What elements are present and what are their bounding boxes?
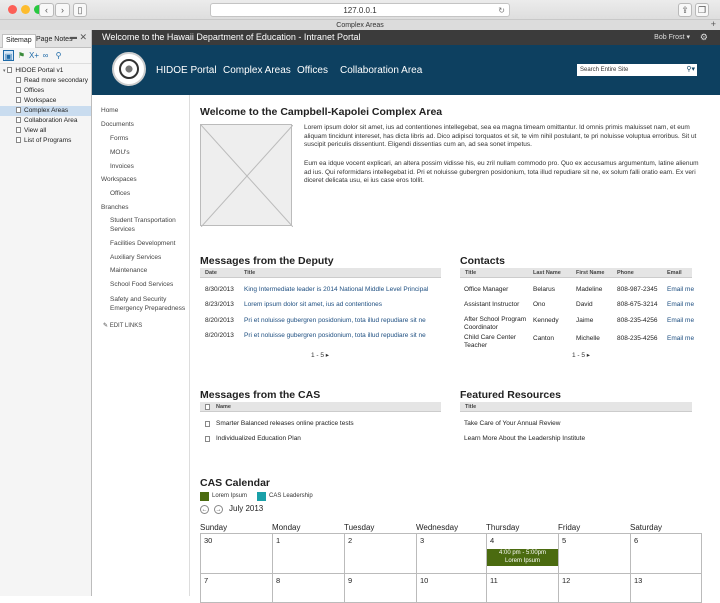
contact-last-name: Kennedy — [533, 317, 559, 324]
leftnav-forms[interactable]: Forms — [110, 135, 129, 142]
email-me-link[interactable]: Email me — [667, 301, 695, 308]
calendar-day[interactable]: 8 — [272, 573, 345, 603]
calendar-day[interactable]: 5 — [558, 533, 631, 574]
legend-label: Lorem Ipsum — [212, 493, 248, 499]
tree-item-root[interactable]: ▾ HIDOE Portal v1 — [3, 67, 64, 74]
day-header: Monday — [272, 523, 301, 532]
legend-swatch-lorem-ipsum — [200, 492, 209, 501]
day-header: Tuesday — [344, 523, 375, 532]
contacts-title: Contacts — [460, 255, 505, 267]
contact-last-name: Ono — [533, 301, 546, 308]
new-tab-icon[interactable]: + — [710, 19, 716, 29]
contact-first-name: David — [576, 301, 593, 308]
deputy-message-link[interactable]: Pri et noluisse gubergren posidonium, tota illud repudiare sit ne — [244, 317, 426, 324]
link-icon[interactable]: ∞ — [42, 51, 49, 60]
contact-first-name: Jaime — [576, 317, 594, 324]
tab-sitemap[interactable]: Sitemap — [2, 34, 36, 48]
url-bar[interactable]: 127.0.0.1 ↻ — [210, 3, 510, 17]
prev-month-icon[interactable]: ← — [201, 507, 208, 513]
resource-link[interactable]: Learn More About the Leadership Institute — [464, 435, 586, 442]
portal-topbar — [92, 30, 720, 45]
col-email[interactable]: Email — [667, 270, 682, 276]
leftnav-auxiliary-services[interactable]: Auxiliary Services — [110, 254, 162, 261]
legend-label: CAS Leadership — [269, 493, 313, 499]
col-phone[interactable]: Phone — [617, 270, 634, 276]
leftnav-maintenance[interactable]: Maintenance — [110, 267, 148, 274]
contact-last-name: Belarus — [533, 286, 556, 293]
user-menu[interactable]: Bob Frost ▾ — [654, 34, 690, 41]
close-panel-icon[interactable]: ✕ — [79, 32, 87, 42]
page-icon — [16, 77, 21, 83]
calendar-title: CAS Calendar — [200, 477, 271, 489]
col-title[interactable]: Title — [465, 270, 477, 276]
contacts-table-header — [460, 268, 692, 278]
calendar-day[interactable]: 11 — [486, 573, 559, 603]
contact-last-name: Canton — [533, 335, 554, 342]
email-me-link[interactable]: Email me — [667, 317, 695, 324]
placeholder-cross-icon — [201, 125, 293, 227]
minimize-window-icon[interactable] — [21, 5, 30, 14]
tabs-icon[interactable]: ❐ — [695, 3, 709, 17]
col-last-name[interactable]: Last Name — [533, 270, 561, 276]
sitemap-tabs — [0, 30, 91, 48]
tree-item[interactable]: Read more secondary — [0, 76, 91, 86]
calendar-day[interactable]: 30 — [200, 533, 273, 574]
page-icon — [16, 97, 21, 103]
calendar-day[interactable]: 10 — [416, 573, 487, 603]
tree-item[interactable]: Workspace — [0, 96, 91, 106]
contact-first-name: Michelle — [576, 335, 600, 342]
page-title: Welcome to the Campbell-Kapolei Complex Area — [200, 106, 443, 118]
sitemap-panel — [0, 30, 92, 596]
share-icon[interactable]: ⇪ — [678, 3, 692, 17]
tree-item[interactable]: View all — [0, 126, 91, 136]
deputy-date: 8/23/2013 — [205, 301, 234, 308]
featured-resources-title: Featured Resources — [460, 389, 561, 401]
leftnav-safety-security[interactable]: Safety and Security Emergency Preparedness — [110, 296, 186, 312]
reload-icon[interactable]: ↻ — [498, 6, 505, 15]
search-icon[interactable]: ⚲▾ — [686, 66, 695, 73]
seal-emblem — [119, 59, 139, 79]
calendar-month: July 2013 — [229, 504, 264, 513]
back-icon[interactable]: ‹ — [39, 3, 54, 17]
contact-title: Child Care Center Teacher — [464, 334, 517, 349]
contact-title: Assistant Instructor — [464, 301, 520, 308]
main-navbar — [92, 45, 720, 95]
cas-messages-title: Messages from the CAS — [200, 389, 321, 401]
hidoe-seal-logo[interactable] — [112, 52, 146, 86]
leftnav-home[interactable]: Home — [101, 107, 119, 114]
col-first-name[interactable]: First Name — [576, 270, 605, 276]
day-header: Thursday — [486, 523, 520, 532]
document-icon — [205, 404, 210, 410]
deputy-message-link[interactable]: King Intermediate leader is 2014 National Middle Level Principal — [244, 286, 429, 293]
deputy-date: 8/30/2013 — [205, 286, 234, 293]
left-navigation — [92, 95, 190, 596]
deputy-pager[interactable]: 1 - 5 ▸ — [311, 352, 330, 359]
event-title: Lorem Ipsum — [504, 558, 540, 564]
calendar-day[interactable]: 1 — [272, 533, 345, 574]
calendar-day[interactable]: 6 — [630, 533, 702, 574]
leftnav-school-food-services[interactable]: School Food Services — [110, 281, 174, 288]
col-date[interactable]: Date — [205, 270, 217, 276]
nav-complex-areas[interactable]: Complex Areas — [223, 65, 291, 76]
page-icon — [16, 117, 21, 123]
legend-swatch-cas-leadership — [257, 492, 266, 501]
contact-title: Office Manager — [464, 286, 509, 293]
contacts-pager[interactable]: 1 - 5 ▸ — [572, 352, 591, 359]
forward-icon[interactable]: › — [55, 3, 70, 17]
chevron-down-icon: ▾ — [686, 34, 690, 41]
page-icon — [16, 137, 21, 143]
col-title[interactable]: Title — [465, 404, 477, 410]
contact-phone: 808-675-3214 — [617, 301, 658, 308]
calendar-day[interactable]: 4 4:00 pm - 5:00pm Lorem Ipsum — [486, 533, 559, 574]
contact-phone: 808-235-4256 — [617, 335, 658, 342]
document-icon — [205, 421, 210, 427]
sitemap-tree — [0, 64, 91, 146]
nav-offices[interactable]: Offices — [297, 65, 328, 76]
variables-button[interactable]: X+ — [28, 51, 39, 60]
welcome-paragraph-2: Eum ea idque vocent explicari, an altera possim vidisse his, eu zril nullam commodo pro. Quo ex accusamus argumentum, latine alienum ad ius. Qui reformidans intellegebat id. Pri et noluisse gubergren posidonium, tota illud repudiare sit ne, ex solum falli oratio eam. Ex veri diceret delicata usu, ei ius case eros tollit. — [304, 160, 699, 184]
document-icon — [205, 436, 210, 442]
search-icon[interactable]: ⚲ — [55, 51, 62, 60]
resource-link[interactable]: Take Care of Your Annual Review — [464, 420, 561, 427]
pencil-icon: ✎ — [103, 323, 109, 329]
event-time: 4:00 pm - 5:00pm — [498, 550, 547, 556]
page-icon — [16, 127, 21, 133]
cas-table-header — [200, 402, 441, 412]
calendar-day[interactable]: 9 — [344, 573, 417, 603]
browser-tab[interactable]: Complex Areas — [0, 19, 720, 30]
featured-table-header — [460, 402, 692, 412]
map-view-icon[interactable]: ▣ — [4, 52, 13, 61]
close-window-icon[interactable] — [8, 5, 17, 14]
col-name[interactable]: Name — [216, 404, 231, 410]
edit-links-button[interactable]: ✎ EDIT LINKS — [103, 323, 143, 329]
leftnav-workspaces[interactable]: Workspaces — [101, 176, 137, 183]
col-title[interactable]: Title — [244, 270, 256, 276]
calendar-day[interactable]: 13 — [630, 573, 702, 603]
deputy-date: 8/20/2013 — [205, 332, 234, 339]
calendar-event[interactable] — [487, 549, 558, 566]
browser-chrome — [0, 0, 720, 30]
tab-page-notes[interactable]: Page Notes — [36, 36, 73, 43]
day-header: Friday — [558, 523, 581, 532]
tree-item[interactable]: Collaboration Area — [0, 116, 91, 126]
day-header: Sunday — [200, 523, 228, 532]
page-icon — [16, 107, 21, 113]
contact-phone: 808-235-4256 — [617, 317, 658, 324]
deputy-messages-title: Messages from the Deputy — [200, 255, 334, 267]
day-header: Wednesday — [416, 523, 459, 532]
deputy-date: 8/20/2013 — [205, 317, 234, 324]
minimize-panel-icon[interactable]: ▬ — [70, 34, 77, 41]
gear-icon[interactable]: ⚙ — [699, 32, 708, 42]
deputy-table-header — [200, 268, 441, 278]
nav-collaboration-area[interactable]: Collaboration Area — [340, 65, 423, 76]
contact-phone: 808-987-2345 — [617, 286, 658, 293]
calendar-day[interactable]: 7 — [200, 573, 273, 603]
deputy-message-link[interactable]: Lorem ipsum dolor sit amet, ius ad contentiones — [244, 301, 383, 308]
page-icon — [7, 67, 12, 73]
welcome-banner: Welcome to the Hawaii Department of Education - Intranet Portal — [102, 32, 361, 42]
image-placeholder — [200, 124, 292, 226]
leftnav-mous[interactable]: MOU's — [110, 149, 130, 156]
tree-item[interactable]: Offices — [0, 86, 91, 96]
calendar-day[interactable]: 2 — [344, 533, 417, 574]
calendar-day[interactable]: 12 — [558, 573, 631, 603]
leftnav-offices[interactable]: Offices — [110, 190, 131, 197]
tree-item-selected[interactable]: Complex Areas — [0, 106, 91, 116]
sidebar-toggle-icon[interactable]: ▯ — [73, 3, 87, 17]
flag-icon[interactable]: ⚑ — [17, 51, 26, 60]
collapse-icon[interactable]: ▾ — [3, 68, 6, 74]
deputy-message-link[interactable]: Pri et noluisse gubergren posidonium, tota illud repudiare sit ne — [244, 332, 426, 339]
leftnav-invoices[interactable]: Invoices — [110, 163, 134, 170]
leftnav-facilities-development[interactable]: Facilities Development — [110, 240, 176, 247]
cas-message-link[interactable]: Smarter Balanced releases online practice tests — [216, 420, 354, 427]
tree-item[interactable]: List of Programs — [0, 136, 91, 146]
calendar-day[interactable]: 3 — [416, 533, 487, 574]
leftnav-documents[interactable]: Documents — [101, 121, 134, 128]
site-search-input[interactable]: Search Entire Site ⚲▾ — [577, 64, 697, 76]
cas-message-link[interactable]: Individualized Education Plan — [216, 435, 301, 442]
leftnav-branches[interactable]: Branches — [101, 204, 129, 211]
email-me-link[interactable]: Email me — [667, 286, 695, 293]
email-me-link[interactable]: Email me — [667, 335, 695, 342]
contact-title: After School Program Coordinator — [464, 316, 527, 331]
next-month-icon[interactable]: → — [215, 507, 222, 513]
contact-first-name: Madeline — [576, 286, 603, 293]
leftnav-student-transportation[interactable]: Student Transportation Services — [110, 217, 176, 233]
day-header: Saturday — [630, 523, 663, 532]
welcome-paragraph-1: Lorem ipsum dolor sit amet, ius ad contentiones intellegebat, sea ea magna timeam omittantur. Id omnis primis maluisset nam, et eum aliquam tincidunt intereset, has dicta libris ad. Dico adipisci torquatos et sit, te vim nihil postulant, te pri noluisse voluptua erroribus. Sit ut suscipit periculis dissentiunt. Eligendi dissentias cum an, ad sea sonet impetus. — [304, 124, 697, 148]
nav-hidoe-portal[interactable]: HIDOE Portal — [156, 65, 217, 76]
sitemap-toolbar — [0, 48, 91, 64]
page-icon — [16, 87, 21, 93]
